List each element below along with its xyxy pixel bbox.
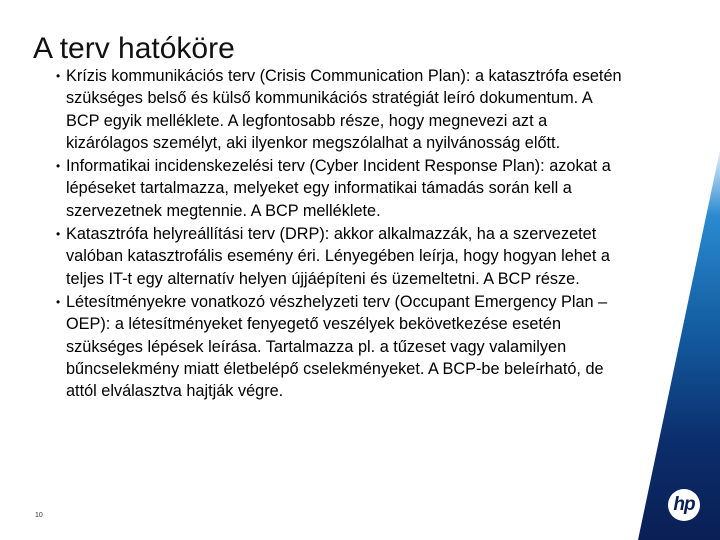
bullet-line: BCP egyik melléklete. A legfontosabb része, hogy megnevezi azt a bbox=[66, 111, 548, 130]
bullet-list bbox=[56, 65, 706, 403]
bullet-line: Informatikai incidenskezelési terv (Cyber Incident Response Plan): azokat a bbox=[66, 157, 611, 176]
bullet-line: szervezetnek megtennie. A BCP melléklete. bbox=[66, 201, 381, 220]
hp-logo-text: hp bbox=[673, 494, 695, 515]
bullet-line: bűncselekmény miatt életbelépő cselekményeket. A BCP-be beleírható, de bbox=[66, 359, 604, 378]
bullet-line: lépéseket tartalmazza, melyeket egy informatikai támadás során kell a bbox=[66, 179, 572, 198]
bullet-line: Krízis kommunikációs terv (Crisis Communication Plan): a katasztrófa esetén bbox=[66, 67, 622, 85]
bullet-line: kizárólagos személyt, aki ilyenkor megszólalhat a nyilvánosság előtt. bbox=[66, 133, 561, 152]
bullet-line: Katasztrófa helyreállítási terv (DRP): akkor alkalmazzák, ha a szervezetet bbox=[66, 225, 597, 244]
page-number: 10 bbox=[35, 512, 43, 519]
bullet-line: attól elválasztva hajtják végre. bbox=[66, 382, 284, 401]
bullet-line: teljes IT-t egy alternatív helyen újjáépíteni és üzemeltetni. A BCP része. bbox=[66, 269, 580, 288]
bullet-line: valóban katasztrofális esemény éri. Lényegében leírja, hogy hogyan lehet a bbox=[66, 247, 610, 266]
bullet-dot-icon: • bbox=[56, 69, 61, 83]
bullet-item bbox=[56, 65, 706, 154]
bullet-dot-icon: • bbox=[56, 294, 61, 309]
bullet-line: OEP): a létesítményeket fenyegető veszélyek bekövetkezése esetén bbox=[66, 315, 562, 334]
bullet-dot-icon: • bbox=[56, 159, 61, 174]
bullet-item bbox=[56, 223, 706, 290]
bullet-line: Létesítményekre vonatkozó vészhelyzeti terv (Occupant Emergency Plan – bbox=[66, 292, 608, 311]
bullet-line: szükséges belső és külső kommunikációs stratégiát leíró dokumentum. A bbox=[66, 89, 593, 108]
bullet-line: szükséges lépések leírása. Tartalmazza pl. a tűzeset vagy valamilyen bbox=[66, 337, 567, 356]
slide-title: A terv hatóköre bbox=[33, 32, 235, 65]
bullet-dot-icon: • bbox=[56, 227, 61, 242]
bullet-item bbox=[56, 155, 706, 222]
hp-logo-icon bbox=[668, 489, 700, 521]
bullet-item bbox=[56, 291, 706, 402]
